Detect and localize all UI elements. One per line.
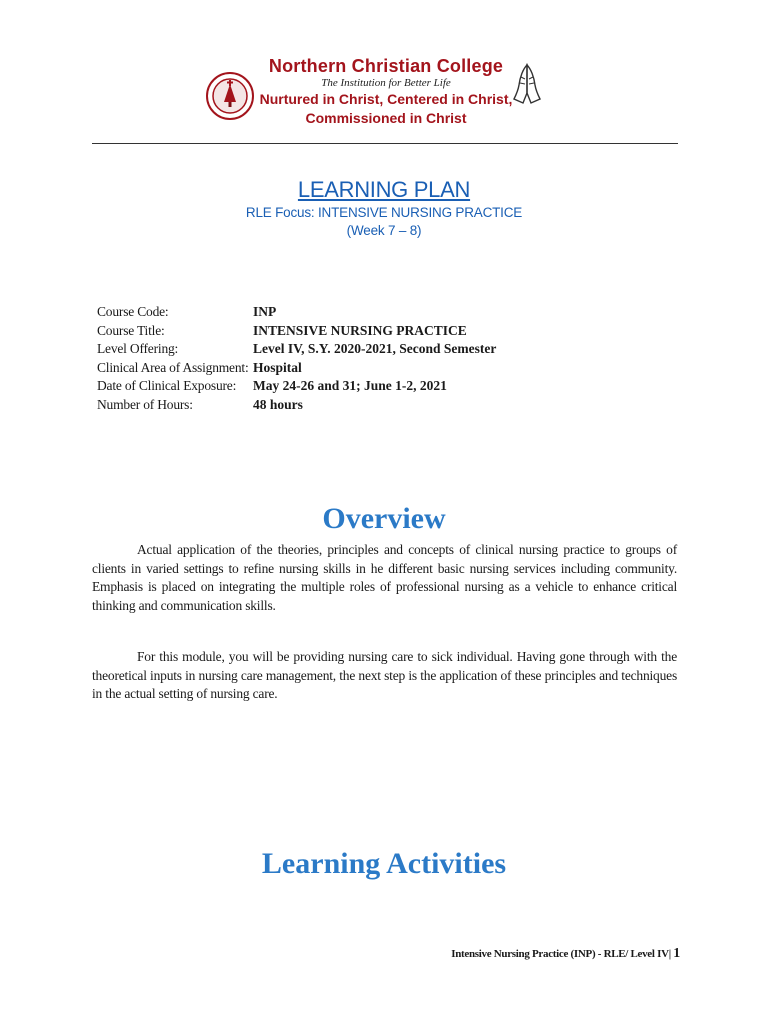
praying-hands-icon (511, 63, 543, 105)
hours-value: 48 hours (253, 396, 303, 412)
course-info-row (97, 359, 496, 378)
rle-focus: RLE Focus: INTENSIVE NURSING PRACTICE (245, 205, 523, 220)
college-motto: The Institution for Better Life (321, 77, 451, 89)
overview-paragraph-1: Actual application of the theories, principles and concepts of clinical nursing practice to groups of clients in varied settings to refine nursing skills in he different basic nursing services including community. Emphasis is placed on integrating the multiple roles of professional nursing as a vehicle to enhance critical thinking and communication skills. (92, 542, 677, 613)
hours-label: Number of Hours: (97, 396, 193, 412)
clinical-date-value: May 24-26 and 31; June 1-2, 2021 (253, 378, 447, 393)
overview-paragraph-2: For this module, you will be providing nursing care to sick individual. Having gone through with the theoretical inputs in nursing care management, the next step is the application of these principles and techniques in the actual setting of nursing care. (92, 649, 677, 701)
course-info-row (97, 340, 496, 359)
learning-plan-title: LEARNING PLAN (297, 177, 471, 202)
college-tagline-2: Commissioned in Christ (305, 110, 467, 126)
footer-text: Intensive Nursing Practice (INP) - RLE/ Level IV| (451, 948, 671, 960)
week-range: (Week 7 – 8) (346, 223, 422, 238)
level-offering-label: Level Offering: (97, 341, 179, 356)
course-title-value: INTENSIVE NURSING PRACTICE (253, 322, 467, 338)
college-seal-icon (206, 72, 254, 120)
overview-heading: Overview (322, 502, 446, 535)
course-info-row (97, 303, 496, 322)
clinical-date-label: Date of Clinical Exposure: (97, 378, 237, 393)
page-number: 1 (673, 946, 680, 961)
course-code-value: INP (253, 304, 277, 319)
course-info-table (97, 303, 496, 414)
header-divider (92, 143, 678, 144)
clinical-area-label: Clinical Area of Assignment: (97, 359, 249, 375)
learning-activities-heading: Learning Activities (261, 847, 507, 880)
college-name: Northern Christian College (268, 56, 504, 76)
course-code-label: Course Code: (97, 304, 169, 319)
course-info-row (97, 377, 496, 396)
course-info-row (97, 322, 496, 341)
college-header (200, 55, 560, 135)
level-offering-value: Level IV, S.Y. 2020-2021, Second Semester (253, 341, 497, 356)
course-info-row (97, 396, 496, 415)
clinical-area-value: Hospital (253, 359, 302, 375)
college-tagline-1: Nurtured in Christ, Centered in Christ, (259, 91, 513, 107)
course-title-label: Course Title: (97, 322, 165, 338)
learning-plan-title-block (0, 176, 768, 240)
page-footer (451, 946, 680, 962)
